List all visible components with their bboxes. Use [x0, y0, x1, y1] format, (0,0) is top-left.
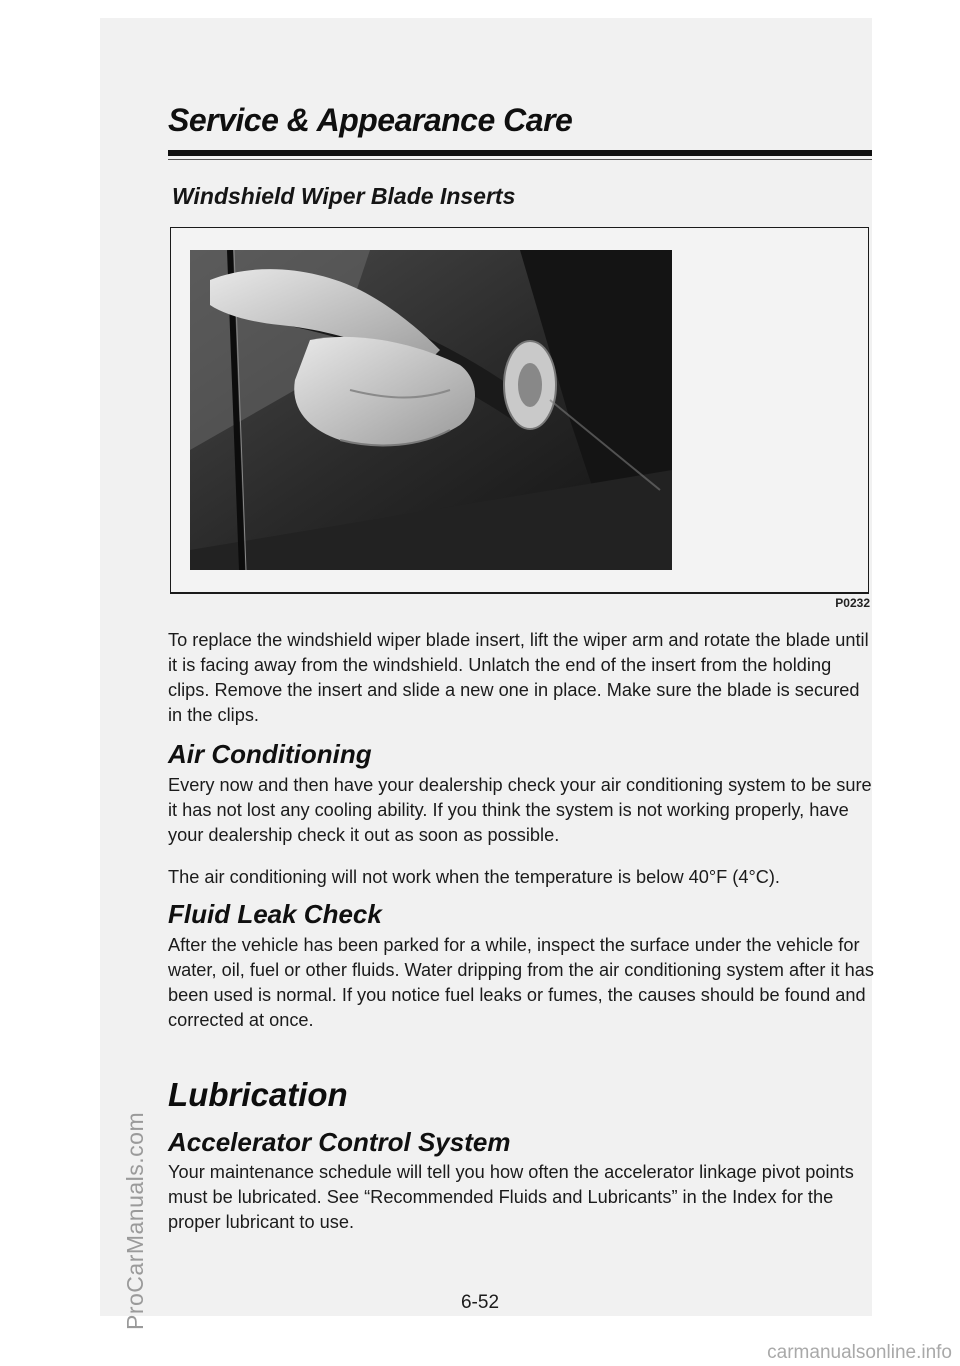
page-title: Service & Appearance Care — [168, 102, 573, 138]
header-rule-thin — [168, 159, 872, 160]
fluid-leak-paragraph: After the vehicle has been parked for a while, inspect the surface under the vehicle for water, oil, fuel or other fluids. Water dripping from the air conditioning system after it has been used is normal. If you notice fuel leaks or fumes, the causes should be found and corrected at once. — [168, 935, 874, 1030]
accelerator-control-paragraph: Your maintenance schedule will tell you how often the accelerator linkage pivot points must be lubricated. See “Recommended Fluids and Lubricants” in the Index for the proper lubricant to use. — [168, 1162, 854, 1232]
figure-code: P0232 — [835, 596, 870, 610]
lubrication-heading: Lubrication — [168, 1076, 348, 1113]
footer-watermark: carmanualsonline.info — [767, 1342, 952, 1363]
air-conditioning-paragraph-1: Every now and then have your dealership check your air conditioning system to be sure it has not lost any cooling ability. If you think the system is not working properly, have your dealership check it out as soon as possible. — [168, 775, 872, 845]
header-rule — [168, 150, 872, 156]
wiper-photo — [190, 250, 672, 570]
fluid-leak-heading: Fluid Leak Check — [168, 899, 382, 929]
wiper-paragraph: To replace the windshield wiper blade insert, lift the wiper arm and rotate the blade until it is facing away from the windshield. Unlatch the end of the insert from the holding clips. Remove the insert and slide a new one in place. Make sure the blade is secured in the clips. — [168, 630, 869, 725]
air-conditioning-heading: Air Conditioning — [168, 739, 372, 769]
wiper-heading: Windshield Wiper Blade Inserts — [172, 183, 516, 209]
page-number: 6-52 — [460, 1292, 500, 1313]
accelerator-control-heading: Accelerator Control System — [168, 1127, 511, 1157]
air-conditioning-paragraph-2: The air conditioning will not work when the temperature is below 40°F (4°C). — [168, 867, 780, 887]
sidebar-watermark: ProCarManuals.com — [122, 1111, 148, 1330]
